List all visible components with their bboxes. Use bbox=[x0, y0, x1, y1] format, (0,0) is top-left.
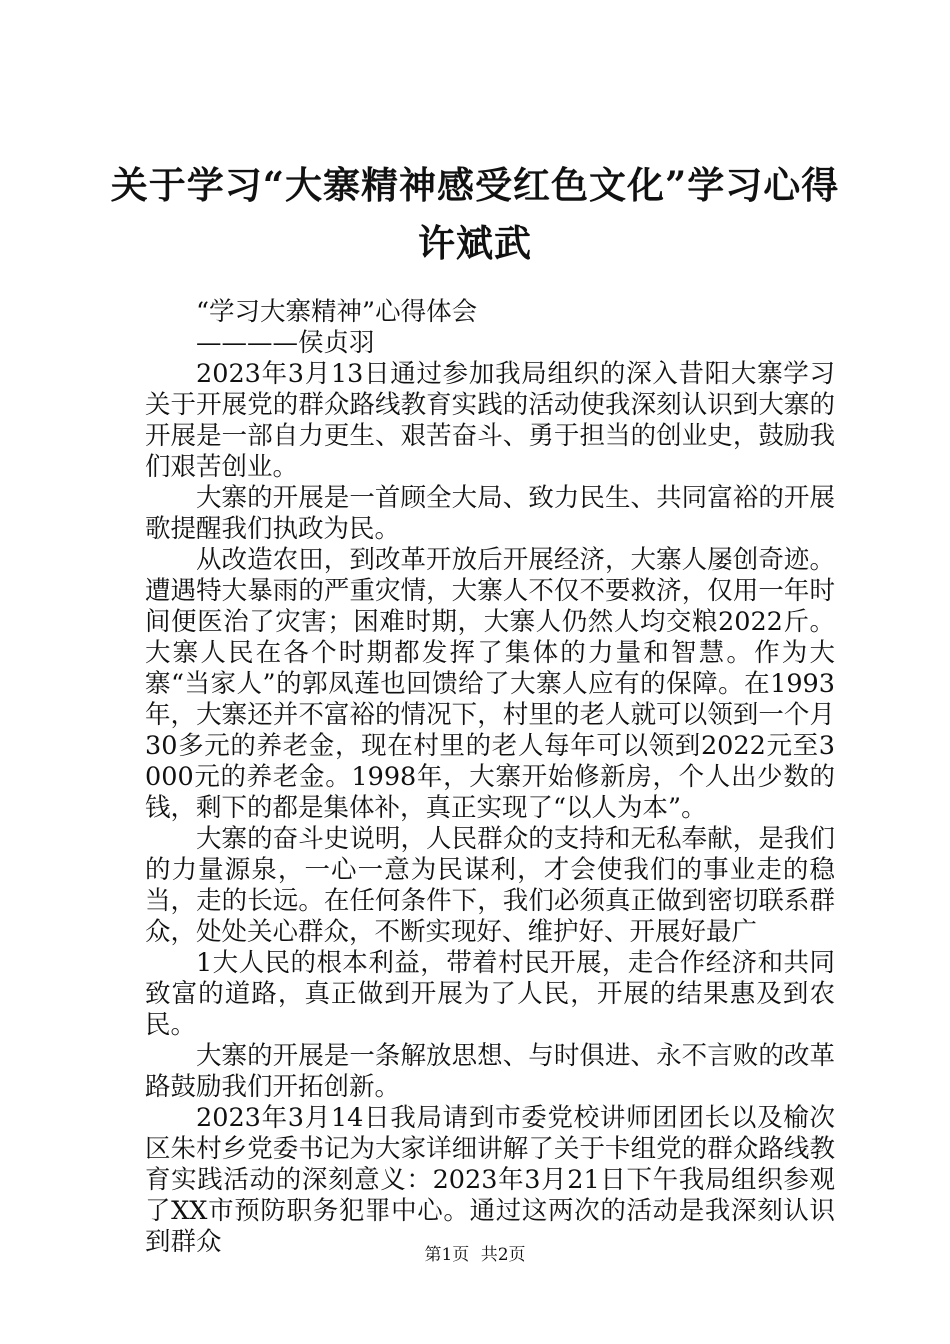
body-paragraph: 大寨的开展是一条解放思想、与时俱进、永不言败的改革路鼓励我们开拓创新。 bbox=[145, 1041, 835, 1102]
body-paragraph: 大寨的开展是一首顾全大局、致力民生、共同富裕的开展歌提醒我们执政为民。 bbox=[145, 483, 835, 544]
subtitle-paragraph: “学习大寨精神”心得体会 bbox=[196, 297, 478, 327]
body-paragraph: 2023年3月13日通过参加我局组织的深入昔阳大寨学习关于开展党的群众路线教育实践的活动使我深刻认识到大寨的开展是一部自力更生、艰苦奋斗、勇于担当的创业史，鼓励我们艰苦创业。 bbox=[145, 359, 835, 482]
page-number-total: 共2页 bbox=[480, 1245, 526, 1265]
document-author-line: 许斌武 bbox=[418, 221, 532, 265]
body-paragraph: 1大人民的根本利益，带着村民开展，走合作经济和共同致富的道路，真正做到开展为了人民，开展的结果惠及到农民。 bbox=[145, 948, 835, 1040]
page-number-current: 第1页 bbox=[424, 1245, 470, 1265]
signature-paragraph: ————侯贞羽 bbox=[196, 328, 375, 358]
body-paragraph: 2023年3月14日我局请到市委党校讲师团团长以及榆次区朱村乡党委书记为大家详细讲解了关于卡组党的群众路线教育实践活动的深刻意义：2023年3月21日下午我局组织参观了XX市预防职务犯罪中心。通过这两次的活动是我深刻认识到群众 bbox=[145, 1103, 835, 1257]
body-paragraph: 从改造农田，到改革开放后开展经济，大寨人屡创奇迹。遭遇特大暴雨的严重灾情，大寨人不仅不要救济，仅用一年时间便医治了灾害；困难时期，大寨人仍然人均交粮2022斤。大寨人民在各个时期都发挥了集体的力量和智慧。作为大寨“当家人”的郭凤莲也回馈给了大寨人应有的保障。在1993年，大寨还并不富裕的情况下，村里的老人就可以领到一个月30多元的养老金，现在村里的老人每年可以领到2022元至3000元的养老金。1998年，大寨开始修新房，个人出少数的钱，剩下的都是集体补，真正实现了“以人为本”。 bbox=[145, 545, 835, 823]
document-title: 关于学习“大寨精神感受红色文化”学习心得 bbox=[110, 163, 840, 207]
page-footer bbox=[0, 1245, 950, 1265]
document-body bbox=[145, 297, 835, 1258]
body-paragraph: 大寨的奋斗史说明，人民群众的支持和无私奉献，是我们的力量源泉，一心一意为民谋利，才会使我们的事业走的稳当，走的长远。在任何条件下，我们必须真正做到密切联系群众，处处关心群众，不断实现好、维护好、开展好最广 bbox=[145, 824, 835, 947]
